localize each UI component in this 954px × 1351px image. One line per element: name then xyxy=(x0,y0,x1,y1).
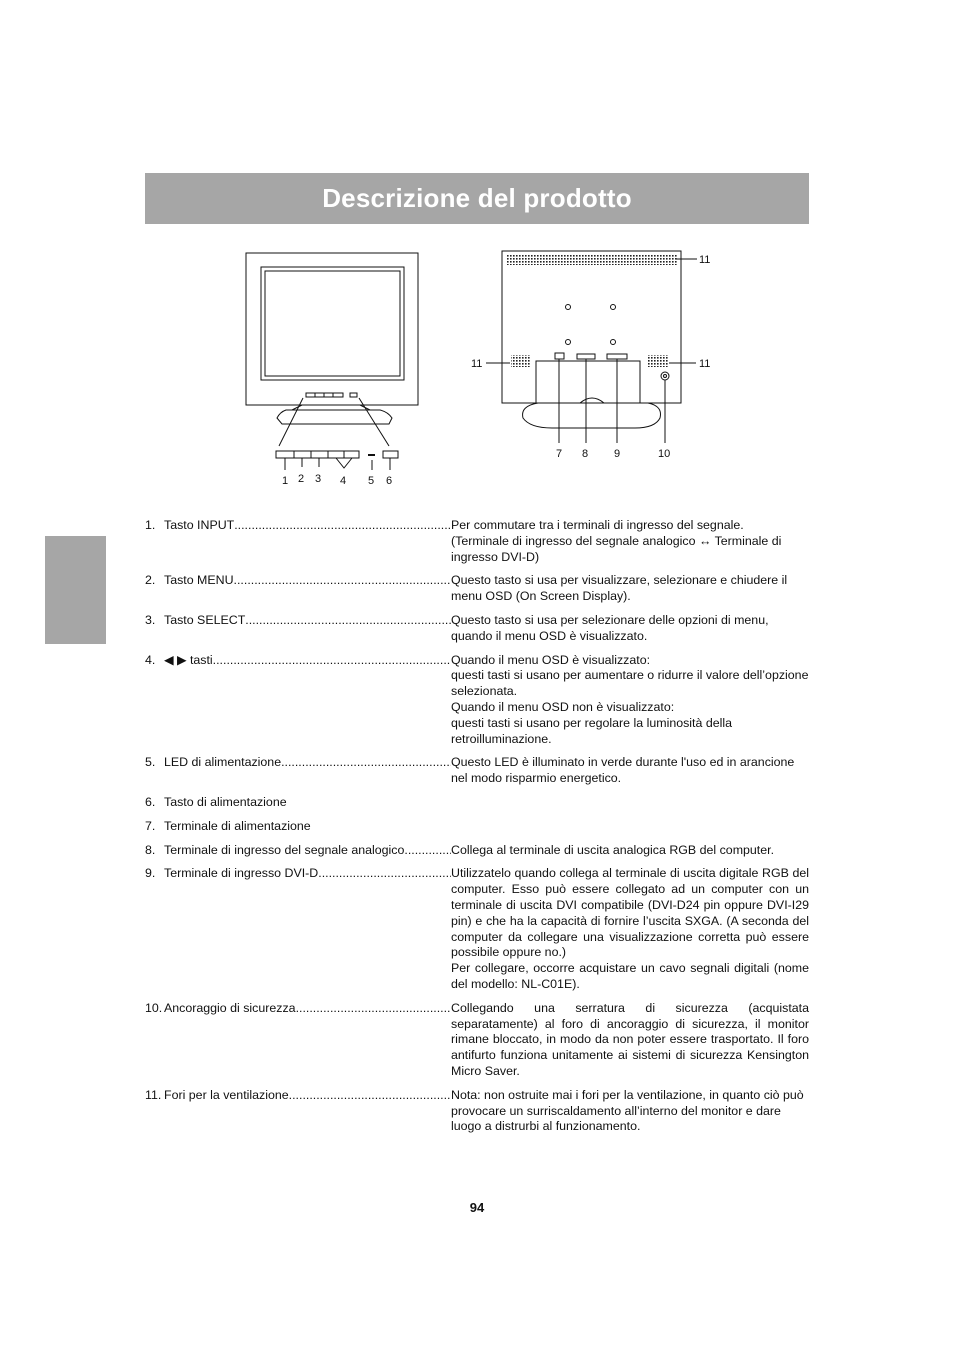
item-term: Tasto INPUT ..... xyxy=(164,518,451,565)
item-number: 9. xyxy=(145,866,156,881)
callout-11-top: 11 xyxy=(699,254,711,266)
callout-7: 7 xyxy=(556,448,563,460)
front-screen-outer xyxy=(261,267,404,380)
list-item xyxy=(145,613,809,645)
callout-11-right: 11 xyxy=(699,358,711,370)
front-bezel xyxy=(246,253,418,405)
callout-11-left: 11 xyxy=(471,358,483,370)
list-item xyxy=(145,866,809,992)
back-top-vents xyxy=(507,254,677,265)
callout-1: 1 xyxy=(282,475,289,487)
item-description: Questo LED è illuminato in verde durante l'uso ed in arancione nel modo risparmio energetico. xyxy=(451,755,795,786)
list-item xyxy=(145,819,809,835)
item-description: Collegando una serratura di sicurezza (acquistata separatamente) al foro di ancoraggio di sicurezza, il monitor rimane bloccato, in modo da non poter essere trasportato. Il foro antifurto funziona unitamente ai sistemi di sicurezza Kensington Micro Saver. xyxy=(451,1000,809,1078)
front-screen-inner xyxy=(265,271,400,376)
front-stand-neck xyxy=(292,405,370,410)
callout-5: 5 xyxy=(368,475,375,487)
item-number: 3. xyxy=(145,612,156,627)
front-stand-base xyxy=(277,410,392,424)
item-description: Per commutare tra i terminali di ingresso del segnale. (Terminale di ingresso del segnale analogico ↔ Terminale di ingresso DVI-D) xyxy=(451,518,782,564)
item-number: 2. xyxy=(145,573,156,588)
callout-9: 9 xyxy=(614,448,621,460)
item-term: LED di alimentazione ..... xyxy=(164,755,451,787)
item-description: Questo tasto si usa per visualizzare, selezionare e chiudere il menu OSD (On Screen Display). xyxy=(451,573,788,604)
callout-power-button xyxy=(383,451,398,458)
list-item xyxy=(145,518,809,565)
callout-10: 10 xyxy=(658,448,671,460)
item-description: Utilizzatelo quando collega al terminale di uscita digitale RGB del computer. Esso può essere collegato ad un computer con un terminale di uscita DVI compatibile (DVI-D24 pin oppure DVI-I29 pin) e che ha la capacità di fornire l’uscita SXGA. (A seconda del computer da collegare una visualizzazione corretta può essere possibile oppure no.) Per collegare, occorre acquistare un cavo segnali digitali (nome del modello: NL-C01E). xyxy=(451,866,809,991)
list-item xyxy=(145,1001,809,1080)
callout-2: 2 xyxy=(298,473,305,485)
item-number: 6. xyxy=(145,794,156,809)
front-callout-labels xyxy=(282,473,392,487)
back-left-vents xyxy=(511,355,531,367)
list-item xyxy=(145,1088,809,1135)
item-term: Ancoraggio di sicurezza ..... xyxy=(164,1001,451,1080)
item-number: 11. xyxy=(145,1087,162,1102)
page-number: 94 xyxy=(469,1200,485,1215)
item-term: Tasto SELECT ..... xyxy=(164,613,451,645)
security-slot xyxy=(661,372,669,380)
item-term: Terminale di ingresso del segnale analogico ..... xyxy=(164,843,451,859)
back-view-diagram xyxy=(486,251,697,443)
feature-list xyxy=(145,518,809,1143)
list-item xyxy=(145,653,809,748)
item-number: 5. xyxy=(145,755,156,770)
item-term: ◀ ▶ tasti ..... xyxy=(164,653,451,748)
item-description: Collega al terminale di uscita analogica RGB del computer. xyxy=(451,842,775,857)
list-item xyxy=(145,573,809,605)
item-description: Quando il menu OSD è visualizzato: questi tasti si usano per aumentare o ridurre il valore dell’opzione selezionata. Quando il menu OSD non è visualizzato: questi tasti si usano per regolare la luminosità della retroilluminazione. xyxy=(451,652,809,746)
item-term: Tasto di alimentazione xyxy=(164,794,287,809)
back-callout-labels xyxy=(471,254,710,460)
back-right-vents xyxy=(648,355,668,367)
item-number: 1. xyxy=(145,518,156,532)
item-description: Questo tasto si usa per selezionare delle opzioni di menu, quando il menu OSD è visualizzato. xyxy=(451,612,769,643)
callout-6: 6 xyxy=(386,475,393,487)
callout-4: 4 xyxy=(340,475,347,487)
callout-8: 8 xyxy=(582,448,589,460)
section-tab xyxy=(45,536,106,644)
list-item xyxy=(145,755,809,787)
item-term: Terminale di alimentazione xyxy=(164,818,311,833)
back-panel xyxy=(502,251,681,403)
back-stand-column xyxy=(536,361,640,403)
callout-button-strip xyxy=(276,451,359,458)
item-term: Tasto MENU ..... xyxy=(164,573,451,605)
item-number: 10. xyxy=(145,1000,163,1015)
callout-3: 3 xyxy=(315,473,322,485)
item-number: 7. xyxy=(145,818,156,833)
item-term: Terminale di ingresso DVI-D ..... xyxy=(164,866,451,992)
item-number: 4. xyxy=(145,652,156,667)
item-term: Fori per la ventilazione ..... xyxy=(164,1088,451,1135)
page-title: Descrizione del prodotto xyxy=(322,183,632,213)
monitor-diagrams xyxy=(0,0,954,520)
list-item xyxy=(145,795,809,811)
item-number: 8. xyxy=(145,842,156,857)
front-view-diagram xyxy=(246,253,418,470)
back-stand-base xyxy=(523,403,661,428)
list-item xyxy=(145,843,809,859)
item-description: Nota: non ostruite mai i fori per la ventilazione, in quanto ciò può provocare un surriscaldamento all’interno del monitor e dare luogo a distrurbi al funzionamento. xyxy=(451,1087,804,1134)
